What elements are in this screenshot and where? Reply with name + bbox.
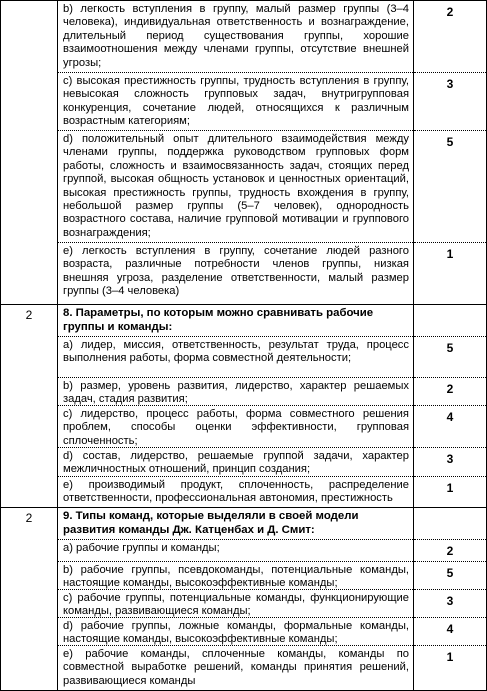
answer-score: 5 bbox=[414, 562, 486, 590]
question-number: 2 bbox=[1, 305, 58, 508]
answer-score: 5 bbox=[414, 337, 486, 378]
answer-score: 2 bbox=[414, 540, 486, 562]
answer-option: b) легкость вступления в группу, малый размер группы (3–4 человека), индивидуальная ответственность и вознаграждение, длительный период существования группы, хорошие взаимоотношения между членами группы, отсутствие внешней угрозы; bbox=[58, 1, 413, 73]
question-content bbox=[58, 305, 414, 508]
question-row bbox=[1, 305, 487, 508]
answer-score: 1 bbox=[446, 247, 454, 261]
answer-option: b) размер, уровень развития, лидерство, характер решаемых задач, стадия развития; bbox=[58, 378, 413, 406]
answer-option: b) рабочие группы, псевдокоманды, потенциальные команды, настоящие команды, высокоэффективные команды; bbox=[58, 562, 413, 590]
answer-option: c) высокая престижность группы, трудность вступления в группу, невысокая сложность групповых задач, внутригрупповая конкуренция, сочетание людей, относящихся к различным возрастным категориям; bbox=[58, 73, 413, 131]
question-content bbox=[58, 1, 414, 305]
test-table-body bbox=[1, 1, 487, 691]
question-row bbox=[1, 1, 487, 305]
answer-score: 2 bbox=[414, 378, 486, 406]
score-column bbox=[414, 1, 487, 305]
score-spacer bbox=[414, 305, 486, 337]
question-content bbox=[58, 508, 414, 691]
answer-score: 5 bbox=[414, 131, 486, 243]
score-spacer bbox=[414, 508, 486, 540]
answer-option: e) рабочие команды, сплоченные команды, команды по совместной выработке решений, команды принятия решений, развивающиеся команды bbox=[63, 648, 409, 687]
answer-score: 3 bbox=[414, 448, 486, 477]
answer-score: 3 bbox=[414, 73, 486, 131]
question-title: 9. Типы команд, которые выделяли в своей модели развития команды Дж. Катценбах и Д. Смит: bbox=[58, 508, 413, 540]
question-number bbox=[1, 1, 58, 305]
answer-option: d) состав, лидерство, решаемые группой задачи, характер межличностных отношений, принцип создания; bbox=[58, 448, 413, 477]
answer-option: a) рабочие группы и команды; bbox=[58, 540, 413, 562]
question-row bbox=[1, 508, 487, 691]
answer-score: 2 bbox=[414, 1, 486, 73]
answer-score: 3 bbox=[414, 590, 486, 618]
question-title: 8. Параметры, по которым можно сравнивать рабочие группы и команды: bbox=[58, 305, 413, 337]
answer-score: 1 bbox=[446, 481, 454, 495]
answer-score: 4 bbox=[414, 618, 486, 646]
answer-option: d) положительный опыт длительного взаимодействия между членами группы, поддержка руководством групповых форм работы, сложность и взаимосвязанность задач, стоящих перед группой, высокая общность установок и ценностных ориентаций, высокая престижность группы, трудность вхождения в группу, небольшой размер группы (5–7 человек), однородность возрастного состава, наличие групповой мотивации и группового вознаграждения; bbox=[58, 131, 413, 243]
answer-score: 4 bbox=[414, 406, 486, 448]
score-column bbox=[414, 508, 487, 691]
answer-option: e) производимый продукт, сплоченность, распределение ответственности, профессиональная автономия, престижность bbox=[63, 479, 409, 505]
answer-option: a) лидер, миссия, ответственность, результат труда, процесс выполнения работы, форма совместной деятельности; bbox=[58, 337, 413, 378]
answer-option: c) лидерство, процесс работы, форма совместного решения проблем, способы оценки эффективности, групповая сплоченность; bbox=[58, 406, 413, 448]
answer-option: d) рабочие группы, ложные команды, формальные команды, настоящие команды, высокоэффективные команды; bbox=[58, 618, 413, 646]
answer-option: e) легкость вступления в группу, сочетание людей разного возраста, различные потребности членов группы, низкая внешняя угроза, разделение ответственности, малый размер группы (3–4 человека) bbox=[63, 245, 409, 298]
question-number: 2 bbox=[1, 508, 58, 691]
answer-score: 1 bbox=[446, 650, 454, 664]
answer-option: c) рабочие группы, потенциальные команды, функционирующие команды, развивающиеся команды; bbox=[58, 590, 413, 618]
score-column bbox=[414, 305, 487, 508]
